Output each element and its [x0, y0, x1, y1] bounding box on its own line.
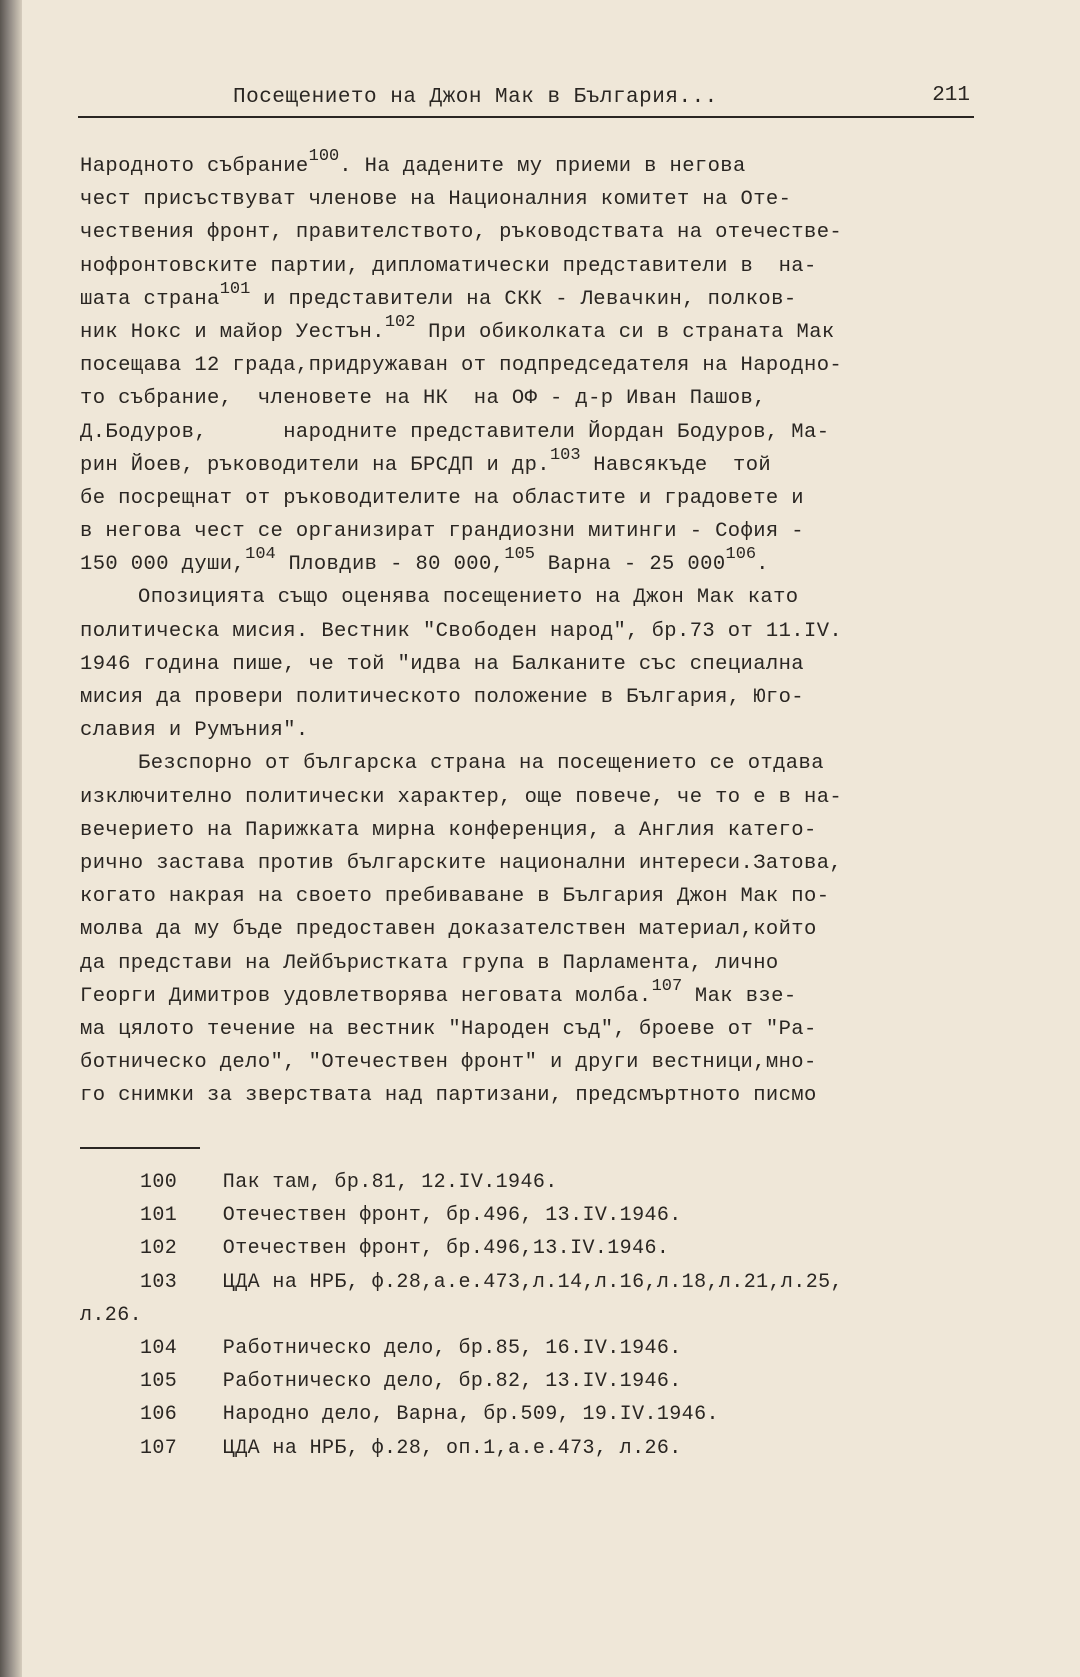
- footnote-text: Работническо дело, бр.82, 13.IV.1946.: [210, 1370, 682, 1394]
- text-line: [80, 515, 980, 548]
- text-run: рично застава против българските национални интереси.Затова,: [80, 851, 843, 875]
- text-line: [80, 976, 980, 1013]
- text-line: [80, 147, 980, 183]
- footnote-ref: 103: [549, 445, 581, 465]
- text-line: [80, 416, 980, 449]
- footnote-number: 103: [140, 1270, 178, 1294]
- footnote-ref: 105: [504, 545, 535, 565]
- body-text: [80, 147, 980, 1112]
- text-line: [80, 183, 980, 216]
- book-page: [76, 0, 976, 1677]
- footnote-number: 104: [140, 1336, 178, 1360]
- text-line: [80, 445, 980, 482]
- text-line: [80, 615, 980, 648]
- text-line: [80, 250, 980, 283]
- footnote-number: 107: [140, 1436, 178, 1460]
- text-line: [80, 279, 980, 316]
- text-run: Георги Димитров удовлетворява неговата молба.: [80, 984, 652, 1008]
- text-run: Мак взе-: [682, 984, 797, 1008]
- footnote-text: Народно дело, Варна, бр.509, 19.IV.1946.: [210, 1403, 719, 1427]
- text-line: [80, 947, 980, 980]
- footnote: [80, 1332, 980, 1365]
- running-head-title: Посещението на Джон Мак в България...: [233, 86, 718, 109]
- text-line: [80, 880, 980, 913]
- text-run: в негова чест се организират грандиозни митинги - София -: [80, 520, 805, 544]
- text-run: Опозицията също оценява посещението на Джон Мак като: [138, 586, 799, 610]
- text-run: 1946 година пише, че той "идва на Балканите със специална: [80, 652, 805, 676]
- footnote: [80, 1365, 980, 1398]
- text-run: ма цялото течение на вестник "Народен съд", броеве от "Ра-: [80, 1017, 817, 1041]
- footnote-text: Работническо дело, бр.85, 16.IV.1946.: [210, 1336, 682, 1360]
- footnote-text: ЦДА на НРБ, ф.28,а.е.473,л.14,л.16,л.18,л.21,л.25,: [210, 1270, 843, 1294]
- text-run: шата страна: [80, 287, 220, 311]
- text-run: рин Йоев, ръководители на БРСДП и др.: [80, 453, 550, 477]
- text-line: [80, 545, 980, 581]
- text-run: Пловдив - 80 000,: [275, 553, 505, 577]
- footnote: [80, 1266, 980, 1299]
- text-line: [80, 1079, 980, 1112]
- footnote-ref: 106: [725, 545, 757, 565]
- footnote-number: 106: [140, 1403, 178, 1427]
- footnote: [80, 1166, 980, 1199]
- text-line: [80, 581, 980, 614]
- text-line: [80, 382, 980, 415]
- page-number: 211: [932, 84, 970, 107]
- footnote-text: Отечествен фронт, бр.496, 13.IV.1946.: [210, 1204, 682, 1228]
- text-line: [80, 312, 980, 349]
- text-run: Безспорно от българска страна на посещението се отдава: [138, 752, 824, 776]
- text-line: [80, 781, 980, 814]
- text-run: вечерието на Парижката мирна конференция, а Англия катего-: [80, 818, 817, 842]
- text-line: [80, 349, 980, 382]
- text-run: посещава 12 града,придружаван от подпредседателя на Народно-: [80, 354, 843, 378]
- text-run: чест присъствуват членове на Националния комитет на Оте-: [80, 188, 792, 212]
- text-line: [80, 847, 980, 880]
- text-run: Народното събрание: [80, 155, 309, 178]
- text-line: [80, 482, 980, 515]
- text-run: молва да му бъде предоставен доказателствен материал,който: [80, 918, 817, 942]
- text-line: [80, 681, 980, 714]
- text-run: чествения фронт, правителството, ръководствата на отечестве-: [80, 221, 843, 245]
- text-run: .: [756, 553, 769, 577]
- text-run: да представи на Лейбъристката група в Парламента, лично: [80, 951, 779, 975]
- footnote-text: ЦДА на НРБ, ф.28, оп.1,а.е.473, л.26.: [210, 1436, 682, 1460]
- footnote-ref: 107: [651, 976, 683, 996]
- text-line: [80, 814, 980, 847]
- text-run: нофронтовските партии, дипломатически представители в на-: [80, 254, 817, 278]
- footnote: [80, 1232, 980, 1265]
- text-run: бе посрещнат от ръководителите на областите и градовете и: [80, 486, 805, 510]
- text-line: [80, 913, 980, 946]
- footnote-ref: 100: [308, 147, 340, 166]
- text-run: Д.Бодуров, народните представители Йордан Бодуров, Ма-: [80, 420, 830, 444]
- footnote-number: 105: [140, 1370, 178, 1394]
- footnote-continuation: л.26.: [80, 1303, 143, 1327]
- text-run: когато накрая на своето пребиваване в България Джон Мак по-: [80, 885, 830, 909]
- footnote-ref: 102: [384, 312, 416, 332]
- text-run: и представители на СКК - Левачкин, полков-: [250, 287, 797, 311]
- text-run: Навсякъде той: [580, 453, 772, 477]
- footnote: [80, 1432, 980, 1465]
- text-run: изключително политически характер, още повече, че то е в на-: [80, 785, 843, 809]
- text-run: го снимки за зверствата над партизани, предсмъртното писмо: [80, 1084, 817, 1108]
- footnote-ref: 101: [219, 279, 251, 299]
- text-line: [80, 216, 980, 249]
- text-run: Варна - 25 000: [535, 553, 726, 577]
- running-head: [78, 82, 974, 118]
- text-run: славия и Румъния".: [80, 719, 309, 743]
- text-run: политическа мисия. Вестник "Свободен народ", бр.73 от 11.IV.: [80, 619, 843, 643]
- text-run: то събрание, членовете на НК на ОФ - д-р Иван Пашов,: [80, 387, 766, 411]
- text-line: [80, 747, 980, 780]
- footnote-number: 102: [140, 1237, 178, 1261]
- footnote: [80, 1199, 980, 1232]
- footnote-separator: [80, 1147, 200, 1149]
- footnote-number: 101: [140, 1204, 178, 1228]
- book-binding-shadow: [0, 0, 22, 1677]
- text-run: При обиколката си в страната Мак: [415, 320, 835, 344]
- text-line: [80, 648, 980, 681]
- footnote-text: Пак там, бр.81, 12.IV.1946.: [210, 1171, 558, 1194]
- text-run: ботническо дело", "Отечествен фронт" и други вестници,мно-: [80, 1051, 817, 1075]
- footnote-number: 100: [140, 1171, 178, 1194]
- footnotes: [80, 1166, 980, 1465]
- text-run: мисия да провери политическото положение в България, Юго-: [80, 686, 805, 709]
- footnote-ref: 104: [245, 545, 276, 565]
- text-run: . На дадените му приеми в негова: [339, 155, 746, 178]
- text-line: [80, 714, 980, 747]
- text-run: 150 000 души,: [80, 553, 246, 577]
- text-line: [80, 1046, 980, 1079]
- footnote: [80, 1398, 980, 1431]
- text-run: ник Нокс и майор Уестън.: [80, 320, 385, 344]
- footnote-text: Отечествен фронт, бр.496,13.IV.1946.: [210, 1237, 670, 1261]
- text-line: [80, 1013, 980, 1046]
